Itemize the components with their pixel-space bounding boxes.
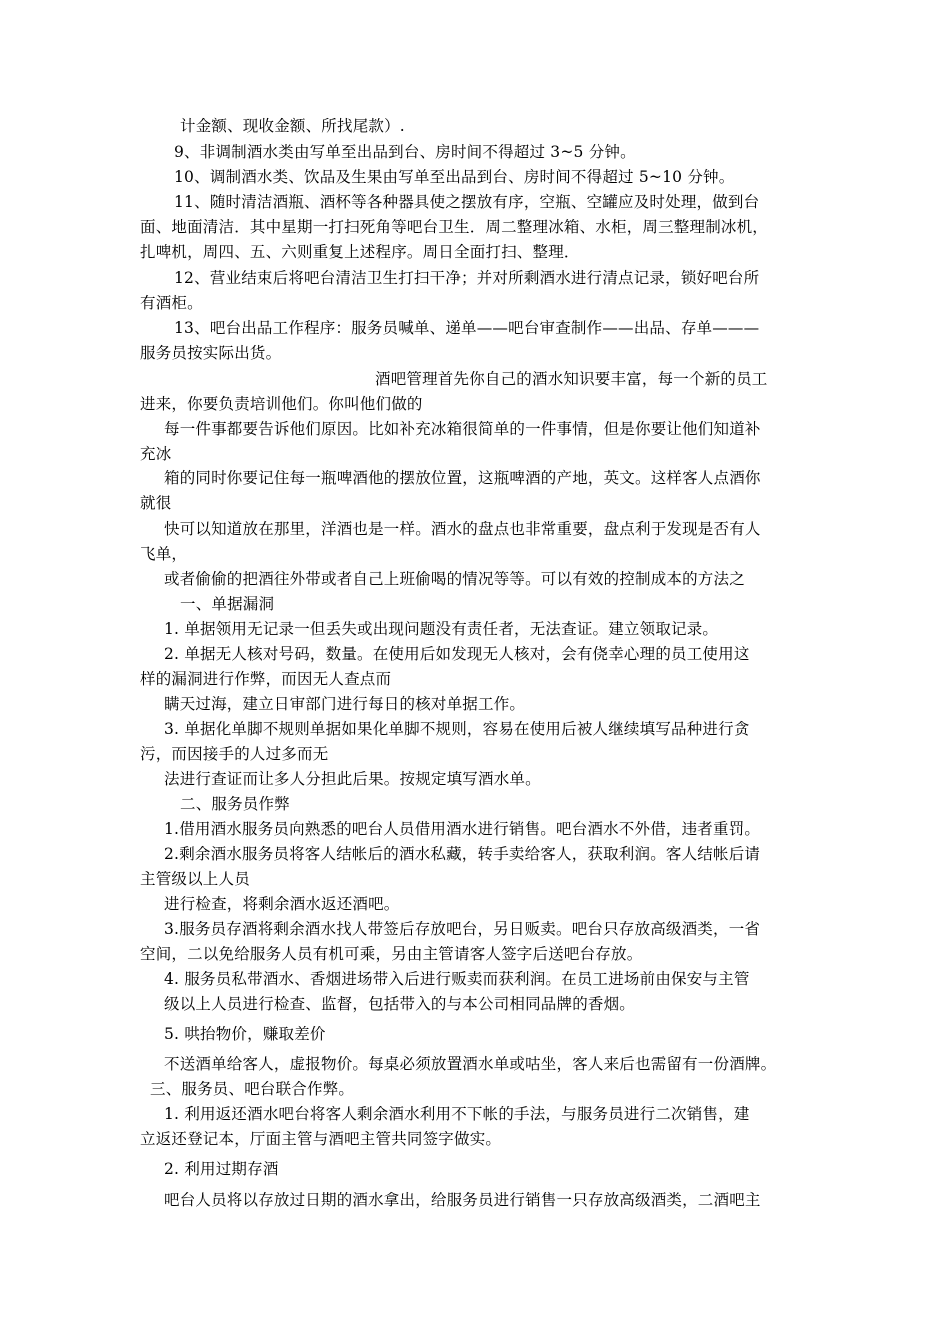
text-line: 扎啤机，周四、五、六则重复上述程序。周日全面打扫、整理．: [140, 243, 580, 261]
text-line: 充冰: [140, 445, 172, 463]
text-line: 污，而因接手的人过多而无: [140, 745, 329, 763]
text-line: 面、地面清洁．其中星期一打扫死角等吧台卫生．周二整理冰箱、水柜，周三整理制冰机，: [140, 218, 769, 236]
text-line: 立返还登记本，厅面主管与酒吧主管共同签字做实。: [140, 1130, 502, 1148]
text-line: 13、吧台出品工作程序：服务员喊单、递单——吧台审查制作——出品、存单———: [174, 319, 760, 337]
section-heading: 三、服务员、吧台联合作弊。: [150, 1080, 355, 1098]
text-line: 级以上人员进行检查、监督，包括带入的与本公司相同品牌的香烟。: [164, 995, 636, 1013]
text-line: 吧台人员将以存放过日期的酒水拿出，给服务员进行销售一只存放高级酒类，二酒吧主: [164, 1191, 761, 1209]
text-line: 10、调制酒水类、饮品及生果由写单至出品到台、房时间不得超过 5~10 分钟。: [174, 168, 735, 186]
text-line: 箱的同时你要记住每一瓶啤酒他的摆放位置，这瓶啤酒的产地，英文。这样客人点酒你: [164, 469, 761, 487]
text-line: 计金额、现收金额、所找尾款）.: [180, 117, 405, 135]
text-line: 或者偷偷的把酒往外带或者自己上班偷喝的情况等等。可以有效的控制成本的方法之: [164, 570, 745, 588]
text-line: 1.借用酒水服务员向熟悉的吧台人员借用酒水进行销售。吧台酒水不外借，违者重罚。: [164, 820, 761, 838]
text-line: 飞单，: [140, 545, 188, 563]
text-line: 主管级以上人员: [140, 870, 250, 888]
text-line: 进行检查，将剩余酒水返还酒吧。: [164, 895, 400, 913]
text-line: 空间，二以免给服务人员有机可乘，另由主管请客人签字后送吧台存放。: [140, 945, 643, 963]
text-line: 服务员按实际出货。: [140, 344, 282, 362]
text-line: 12、营业结束后将吧台清洁卫生打扫干净；并对所剩酒水进行清点记录，锁好吧台所: [174, 269, 760, 287]
text-line: 就很: [140, 494, 172, 512]
text-line: 1. 单据领用无记录一但丢失或出现问题没有责任者，无法查证。建立领取记录。: [164, 620, 719, 638]
text-line: 2.剩余酒水服务员将客人结帐后的酒水私藏，转手卖给客人，获取利润。客人结帐后请: [164, 845, 761, 863]
text-line: 样的漏洞进行作弊，而因无人查点而: [140, 670, 392, 688]
text-line: 1. 利用返还酒水吧台将客人剩余酒水利用不下帐的手法，与服务员进行二次销售，建: [164, 1105, 750, 1123]
text-line: 法进行查证而让多人分担此后果。按规定填写酒水单。: [164, 770, 541, 788]
text-line: 酒吧管理首先你自己的酒水知识要丰富，每一个新的员工: [375, 370, 768, 388]
text-line: 2. 单据无人核对号码，数量。在使用后如发现无人核对，会有侥幸心理的员工使用这: [164, 645, 750, 663]
text-line: 瞒天过海，建立日审部门进行每日的核对单据工作。: [164, 695, 526, 713]
text-line: 9、非调制酒水类由写单至出品到台、房时间不得超过 3~5 分钟。: [174, 143, 636, 161]
text-line: 不送酒单给客人，虚报物价。每桌必须放置酒水单或咕坐，客人来后也需留有一份酒牌。: [164, 1055, 777, 1073]
text-line: 4. 服务员私带酒水、香烟进场带入后进行贩卖而获利润。在员工进场前由保安与主管: [164, 970, 750, 988]
text-line: 3. 单据化单脚不规则单据如果化单脚不规则，容易在使用后被人继续填写品种进行贪: [164, 720, 750, 738]
text-line: 3.服务员存酒将剩余酒水找人带签后存放吧台，另日贩卖。吧台只存放高级酒类，一省: [164, 920, 761, 938]
text-line: 快可以知道放在那里，洋酒也是一样。酒水的盘点也非常重要，盘点利于发现是否有人: [164, 520, 761, 538]
text-line: 2. 利用过期存酒: [164, 1160, 279, 1178]
text-line: 5. 哄抬物价，赚取差价: [164, 1025, 326, 1043]
text-line: 进来，你要负责培训他们。你叫他们做的: [140, 395, 423, 413]
text-line: 11、随时清洁酒瓶、酒杯等各种器具使之摆放有序，空瓶、空罐应及时处理，做到台: [174, 193, 760, 211]
section-heading: 一、单据漏洞: [180, 595, 275, 613]
text-line: 有酒柜。: [140, 294, 203, 312]
text-line: 每一件事都要告诉他们原因。比如补充冰箱很简单的一件事情，但是你要让他们知道补: [164, 420, 761, 438]
section-heading: 二、服务员作弊: [180, 795, 290, 813]
